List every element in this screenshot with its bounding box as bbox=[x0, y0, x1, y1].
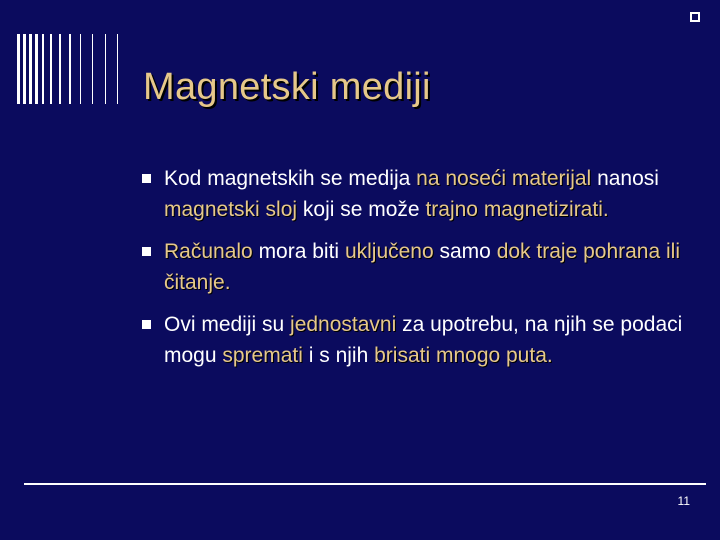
text-segment: i s njih bbox=[302, 344, 375, 367]
decorative-bar bbox=[23, 34, 26, 104]
highlighted-text-segment: uključeno bbox=[344, 240, 434, 263]
highlighted-text-segment: spremati bbox=[222, 344, 303, 367]
text-segment: mora biti bbox=[252, 240, 345, 263]
decorative-bar bbox=[117, 34, 118, 104]
square-bullet-icon bbox=[142, 320, 151, 329]
text-segment: nanosi bbox=[591, 167, 659, 190]
bullet-text bbox=[164, 167, 659, 221]
slide-title: Magnetski mediji bbox=[143, 66, 431, 108]
page-number: 11 bbox=[677, 494, 690, 508]
highlighted-text-segment: Računalo bbox=[164, 240, 253, 263]
decorative-bar bbox=[105, 34, 106, 104]
footer-divider bbox=[24, 483, 706, 485]
decorative-bar bbox=[17, 34, 20, 104]
bullet-text bbox=[164, 240, 680, 294]
highlighted-text-segment: magnetski sloj bbox=[164, 198, 298, 221]
decorative-bar bbox=[29, 34, 32, 104]
highlighted-text-segment: trajno magnetizirati. bbox=[425, 198, 609, 221]
decorative-bar bbox=[69, 34, 71, 104]
square-bullet-icon bbox=[142, 174, 151, 183]
decorative-bar bbox=[59, 34, 61, 104]
decorative-bar bbox=[42, 34, 44, 104]
highlighted-text-segment: brisati mnogo puta. bbox=[374, 344, 553, 367]
text-segment: Ovi mediji su bbox=[164, 313, 291, 336]
highlighted-text-segment: na noseći materijal bbox=[416, 167, 592, 190]
text-segment: Kod magnetskih se medija bbox=[164, 167, 417, 190]
decorative-bar bbox=[50, 34, 52, 104]
highlighted-text-segment: jednostavni bbox=[290, 313, 397, 336]
decorative-bar bbox=[92, 34, 93, 104]
corner-square-decoration bbox=[690, 12, 700, 22]
text-segment: samo bbox=[433, 240, 497, 263]
bullet-list bbox=[142, 163, 702, 371]
text-segment: koji se može bbox=[297, 198, 426, 221]
bullet-item bbox=[142, 309, 702, 371]
bullet-item bbox=[142, 236, 702, 298]
title-bars-decoration bbox=[17, 34, 137, 104]
decorative-bar bbox=[80, 34, 81, 104]
bullet-item bbox=[142, 163, 702, 225]
square-bullet-icon bbox=[142, 247, 151, 256]
highlighted-text-segment: dok traje pohrana ili čitanje. bbox=[164, 240, 680, 294]
text-segment: za upotrebu, na njih se podaci mogu bbox=[164, 313, 683, 367]
bullet-text bbox=[164, 313, 682, 367]
decorative-bar bbox=[35, 34, 38, 104]
